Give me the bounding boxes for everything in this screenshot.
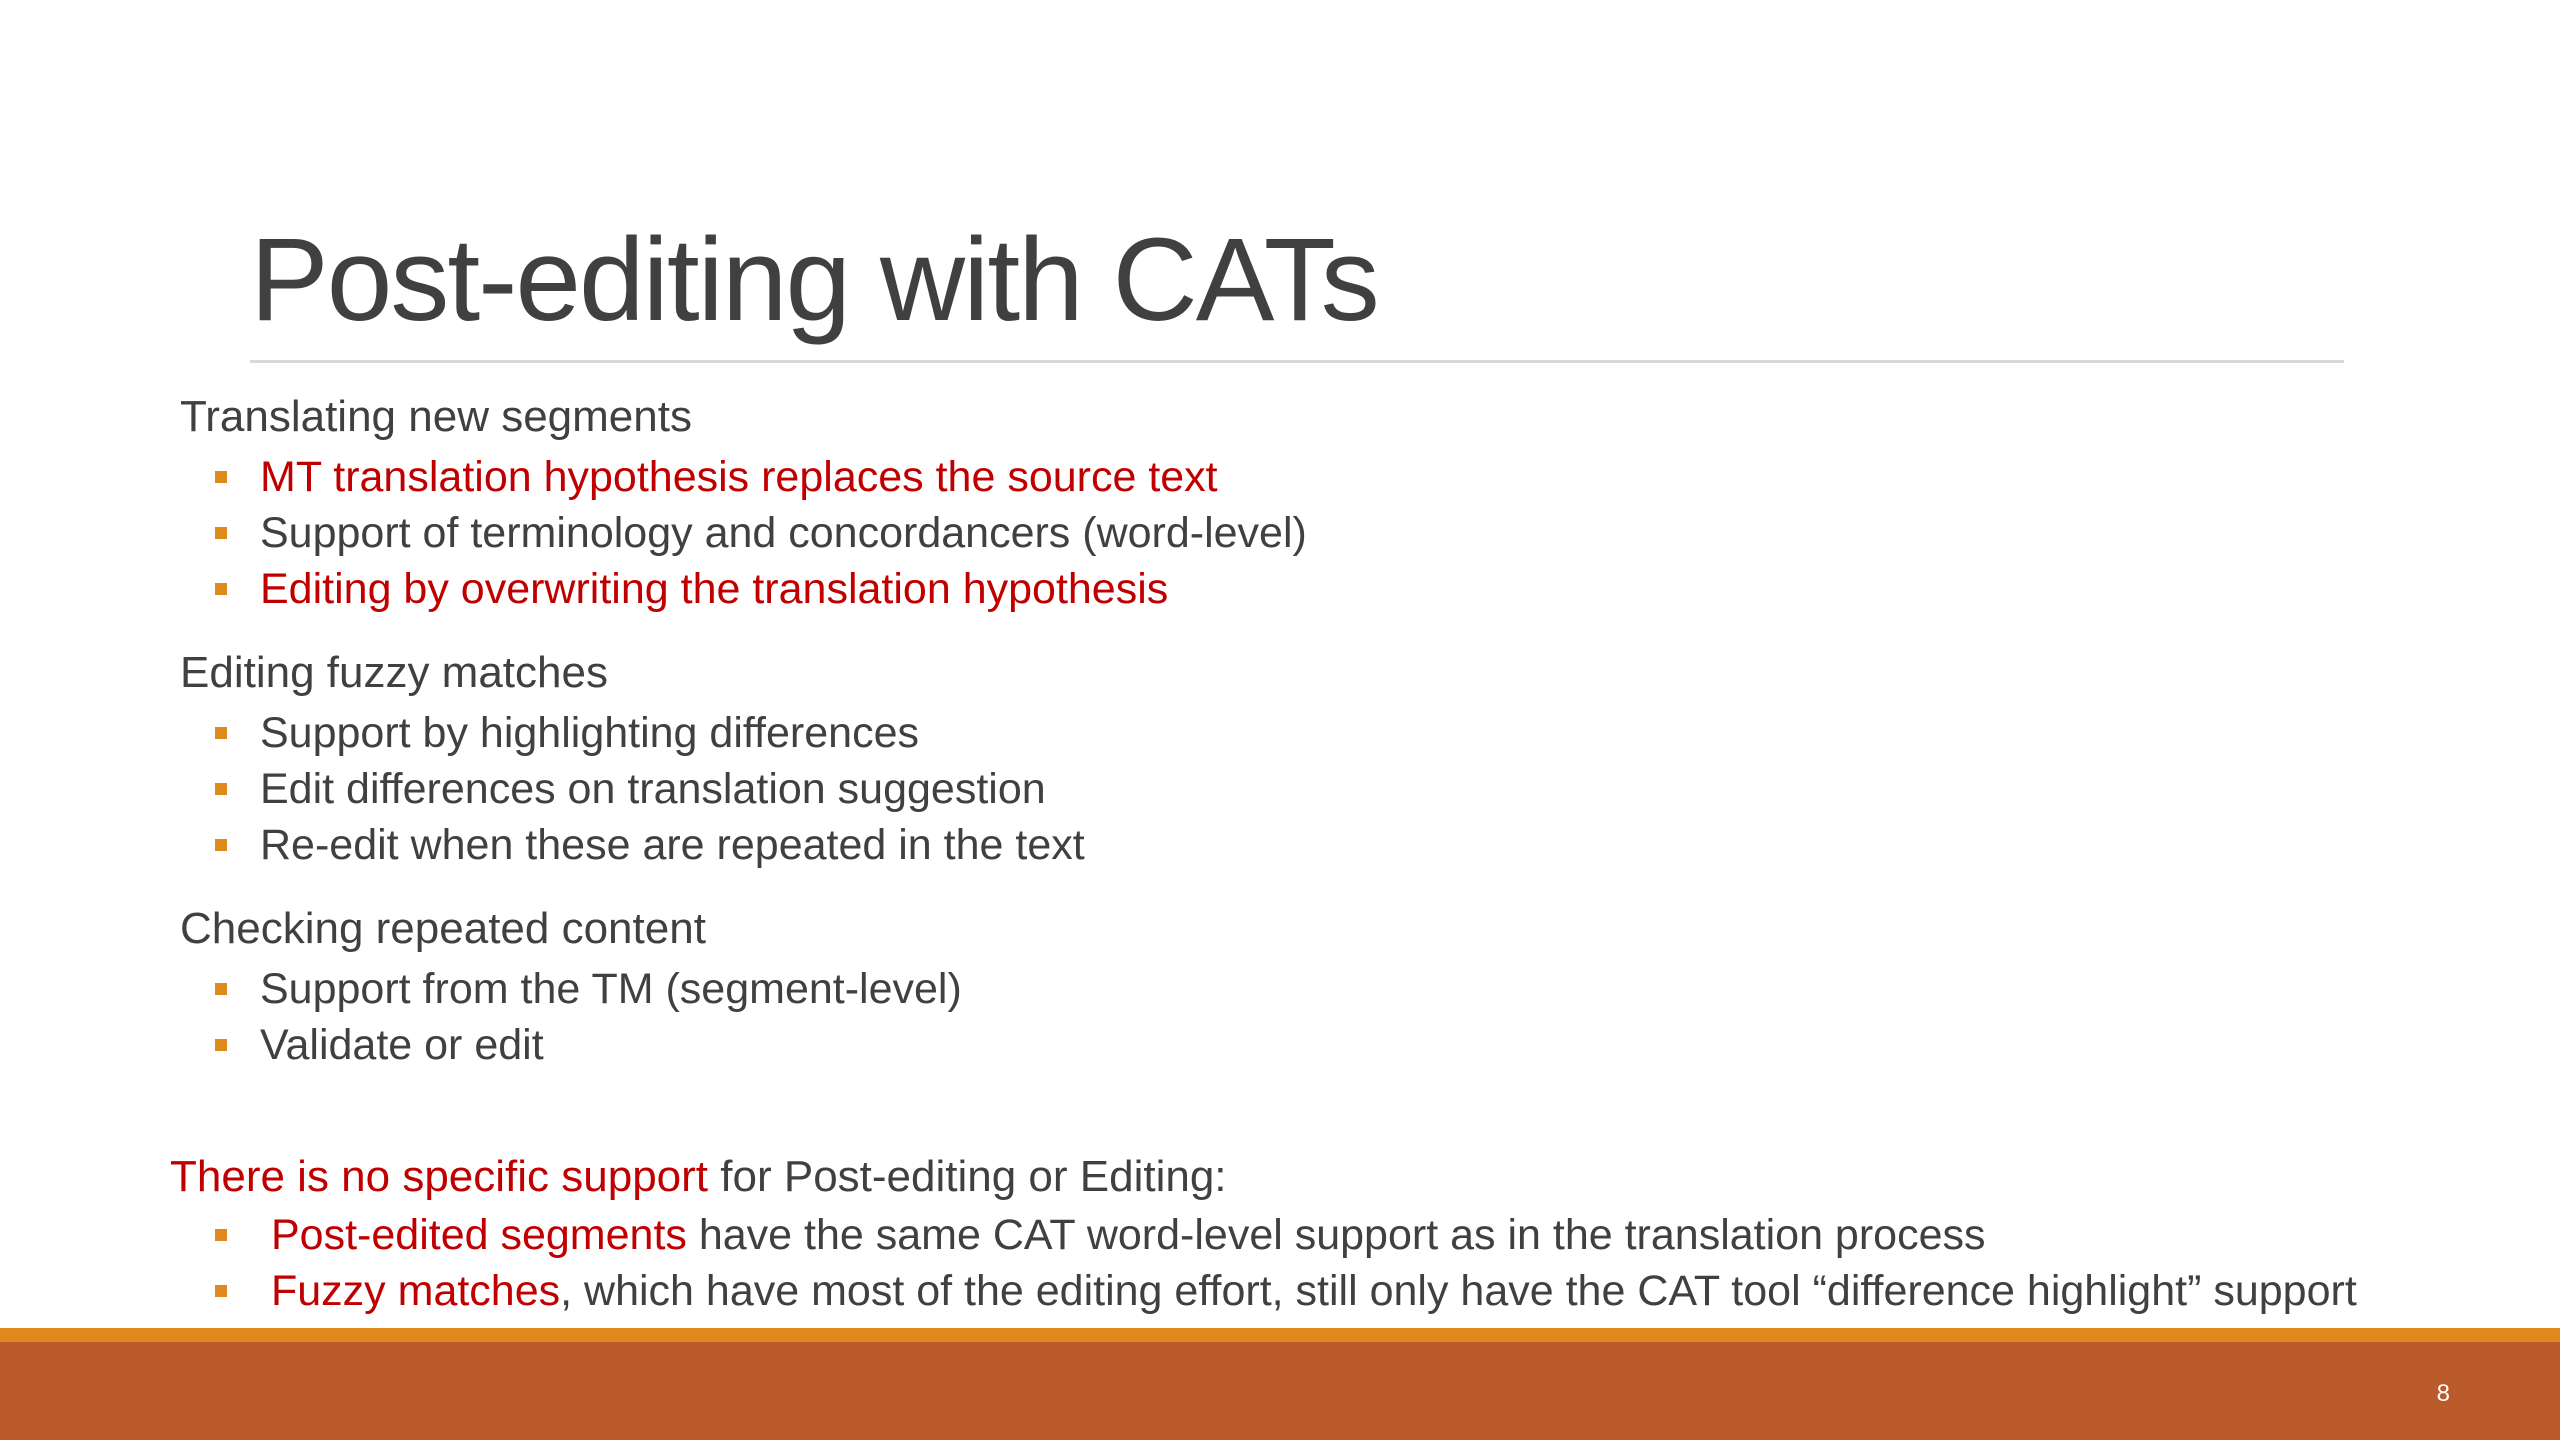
orange-square-bullet-icon <box>215 527 227 539</box>
slide-body <box>170 385 2480 1319</box>
orange-square-bullet-icon <box>215 983 227 995</box>
section-editing-fuzzy-matches <box>180 641 2480 873</box>
page-number: 8 <box>2436 1380 2450 1407</box>
orange-square-bullet-icon <box>215 839 227 851</box>
list-item <box>215 961 2480 1017</box>
list-item-text: Edit differences on translation suggestion <box>260 765 1046 813</box>
list-item-text: , which have most of the editing effort, still only have the CAT tool “difference highlight” support <box>560 1267 2357 1315</box>
orange-square-bullet-icon <box>215 783 227 795</box>
list-item <box>215 1207 2480 1263</box>
section-heading: Checking repeated content <box>180 904 706 953</box>
note-heading <box>170 1147 2480 1207</box>
list-item-text: have the same CAT word-level support as in the translation process <box>686 1211 1986 1259</box>
list-item-text: Support by highlighting differences <box>260 709 919 757</box>
list-item <box>215 705 2480 761</box>
list-item <box>215 761 2480 817</box>
list-item-text: Support from the TM (segment-level) <box>260 965 962 1013</box>
title-divider <box>250 360 2344 363</box>
orange-square-bullet-icon <box>215 1229 227 1241</box>
orange-square-bullet-icon <box>215 1285 227 1297</box>
list-item <box>215 1017 2480 1073</box>
section-no-specific-support <box>170 1147 2480 1319</box>
orange-square-bullet-icon <box>215 727 227 739</box>
list-item <box>215 449 2480 505</box>
orange-square-bullet-icon <box>215 471 227 483</box>
list-item-text: Support of terminology and concordancers (word-level) <box>260 509 1307 557</box>
list-item-highlight: Post-edited segments <box>271 1211 687 1259</box>
list-item-text: Editing by overwriting the translation hypothesis <box>260 565 1169 613</box>
bullet-list <box>180 705 2480 873</box>
note-heading-rest: for Post-editing or Editing: <box>708 1152 1227 1201</box>
list-item-text: Re-edit when these are repeated in the text <box>260 821 1085 869</box>
orange-square-bullet-icon <box>215 583 227 595</box>
list-item <box>215 1263 2480 1319</box>
footer-accent-stripe <box>0 1328 2560 1342</box>
section-heading: Editing fuzzy matches <box>180 648 608 697</box>
list-item <box>215 817 2480 873</box>
section-checking-repeated-content <box>180 897 2480 1073</box>
list-item-text: MT translation hypothesis replaces the source text <box>260 453 1218 501</box>
bullet-list <box>180 1207 2480 1319</box>
list-item-text: Validate or edit <box>260 1021 544 1069</box>
orange-square-bullet-icon <box>215 1039 227 1051</box>
bullet-list <box>180 961 2480 1073</box>
bullet-list <box>180 449 2480 617</box>
section-translating-new-segments <box>180 385 2480 617</box>
list-item-highlight: Fuzzy matches <box>271 1267 561 1315</box>
slide-title: Post-editing with CATs <box>250 214 1378 346</box>
footer-bar <box>0 1342 2560 1440</box>
list-item <box>215 561 2480 617</box>
section-heading: Translating new segments <box>180 392 692 441</box>
note-heading-highlight: There is no specific support <box>170 1152 709 1201</box>
list-item <box>215 505 2480 561</box>
